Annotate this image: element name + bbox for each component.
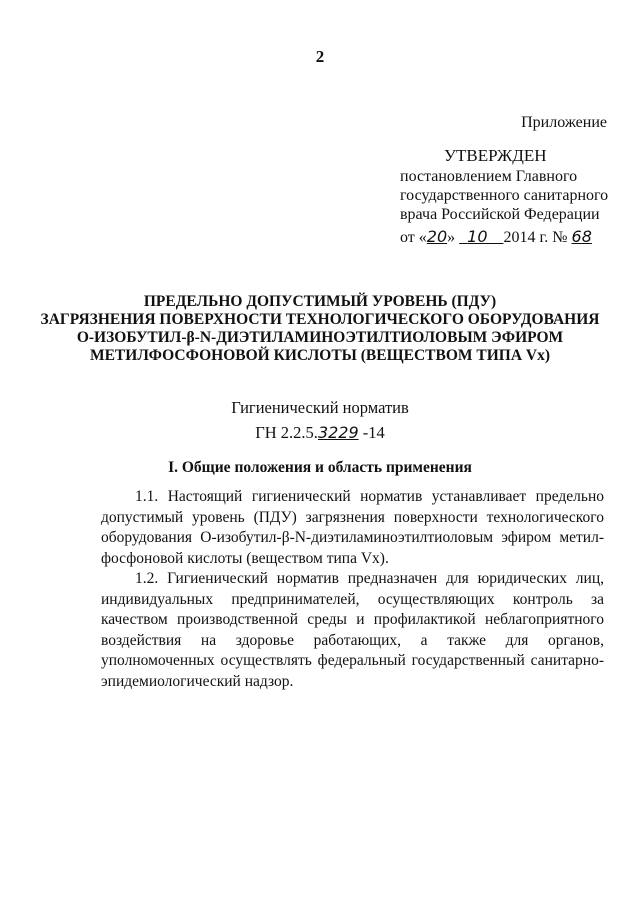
appendix-label: Приложение <box>521 114 607 131</box>
handwritten-norm-number: 3229 <box>317 423 359 442</box>
handwritten-day: 20 <box>426 227 448 246</box>
handwritten-month-field <box>459 229 503 246</box>
handwritten-number: 68 <box>571 227 592 246</box>
approval-block <box>400 146 608 247</box>
section-title: I. Общие положения и область применения <box>168 459 472 476</box>
document-title <box>0 293 640 365</box>
date-prefix: от « <box>400 229 427 246</box>
approval-title: УТВЕРЖДЕН <box>444 146 547 165</box>
title-line: О-ИЗОБУТИЛ-β-N-ДИЭТИЛАМИНОЭТИЛТИОЛОВЫМ ЭФИРОМ <box>76 329 564 346</box>
title-line: ПРЕДЕЛЬНО ДОПУСТИМЫЙ УРОВЕНЬ (ПДУ) <box>143 293 497 310</box>
paragraph-text: 1.2. Гигиенический норматив предназначен для юридических лиц, индивидуальных предпринимателей, осуществляющих контроль за качеством производственной среды и профилактикой неблагоприятного воздействия на здоровье работающих, а также для органов, уполномоченных осуществлять федеральный государственный санитарно-эпидемиологический надзор. <box>101 570 604 690</box>
norm-code-suffix: -14 <box>362 423 385 442</box>
approval-line: врача Российской Федерации <box>400 206 600 223</box>
date-quote-close: » <box>447 229 456 246</box>
paragraph-text: 1.1. Настоящий гигиенический норматив устанавливает предельно допустимый уровень (ПДУ) загрязнения поверхности технологического оборудования О-изобутил-β-N-диэтиламиноэтилтиоловым эфиром метил-фосфоновой кислоты (веществом типа Vx). <box>101 488 604 567</box>
approval-line: постановлением Главного <box>400 168 578 185</box>
title-line: МЕТИЛФОСФОНОВОЙ КИСЛОТЫ (ВЕЩЕСТВОМ ТИПА Vx) <box>89 347 551 364</box>
approval-date-line <box>400 227 608 247</box>
approval-line: государственного санитарного <box>400 187 609 204</box>
norm-code-prefix: ГН 2.2.5. <box>255 423 318 442</box>
paragraph-1-1 <box>101 487 604 569</box>
paragraph-1-2 <box>101 569 604 692</box>
handwritten-month: 10 <box>467 227 488 246</box>
norm-code <box>0 423 640 443</box>
title-line: ЗАГРЯЗНЕНИЯ ПОВЕРХНОСТИ ТЕХНОЛОГИЧЕСКОГО ОБОРУДОВАНИЯ <box>40 311 600 328</box>
page-number: 2 <box>315 47 325 66</box>
norm-name: Гигиенический норматив <box>231 398 409 417</box>
date-year: 2014 г. № <box>503 229 568 246</box>
